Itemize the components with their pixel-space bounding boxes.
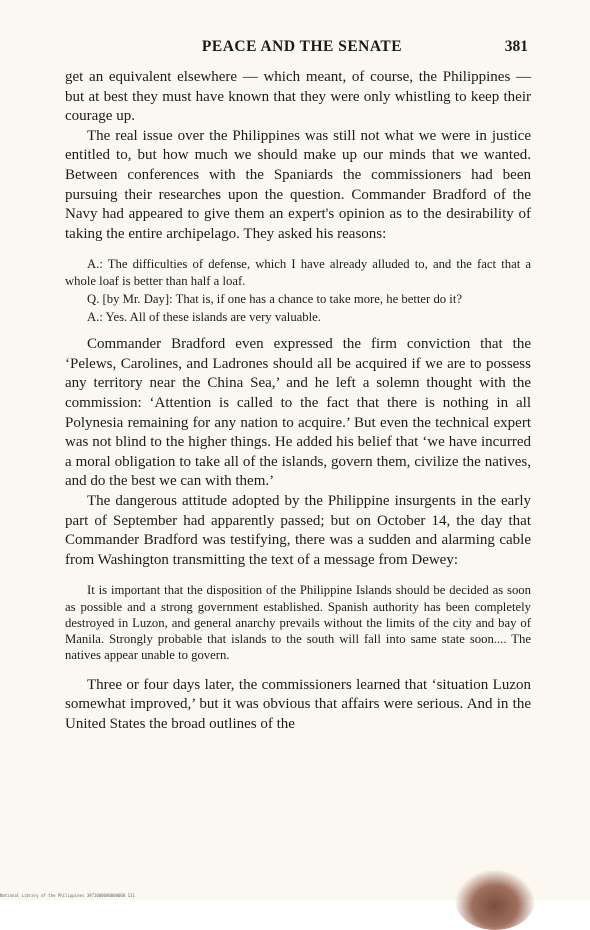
- paragraph-bradford: Commander Bradford even expressed the firm conviction that the ‘Pelews, Carolines, and Ladrones should all be acquired if we are to possess any territory near the China Sea,’ and he left a solemn thought with the commission: ‘Attention is called to the fact that there is nothing in all Polynesia remaining for any nation to acquire.’ But even the technical expert was not blind to the higher things. He added his belief that ‘we have incurred a moral obligation to take all of the islands, govern them, civilize the natives, and do the best we can with them.’: [65, 336, 531, 490]
- dewey-quote: It is important that the disposition of the Philippine Islands should be decided as soon as possible and a strong government established. Spanish authority has been completely destroyed in Luzon, and general anarchy prevails without the limits of the city and bay of Manila. Strongly probable that islands to the south will fall into same state soon.... The natives appear unable to govern.: [65, 583, 531, 663]
- paragraph-real-issue: The real issue over the Philippines was still not what we were in justice entitled to, but how much we should make up our minds that we wanted. Between conferences with the Spaniards the commissioners had been pursuing their researches upon the question. Commander Bradford of the Navy had appeared to give them an expert's opinion as to the desirability of taking the entire archipelago. They asked his reasons:: [65, 127, 531, 242]
- library-watermark: National Library of the Philippines 3971000000000000 131: [0, 893, 135, 898]
- paragraph-insurgents: The dangerous attitude adopted by the Philippine insurgents in the early part of September had apparently passed; but on October 14, the day that Commander Bradford was testifying, there was a sudden and alarming cable from Washington transmitting the text of a message from Dewey:: [65, 492, 531, 568]
- running-head: PEACE AND THE SENATE: [201, 38, 403, 55]
- paragraph-luzon: Three or four days later, the commissioners learned that ‘situation Luzon somewhat improved,’ but it was obvious that affairs were serious. And in the United States the broad outlines of the: [65, 676, 531, 732]
- paragraph-continuation: get an equivalent elsewhere — which meant, of course, the Philippines — but at best they must have known that they were only whistling to keep their courage up.: [65, 69, 531, 125]
- testimony-answer-2: A.: Yes. All of these islands are very valuable.: [87, 309, 321, 324]
- page-number: 381: [504, 38, 528, 55]
- page-header: [72, 38, 532, 58]
- body-text: [65, 68, 531, 735]
- testimony-question: Q. [by Mr. Day]: That is, if one has a chance to take more, he better do it?: [87, 291, 462, 306]
- testimony-block: [65, 256, 531, 325]
- scanner-thumb-shadow: [455, 870, 535, 930]
- testimony-answer-1: A.: The difficulties of defense, which I have already alluded to, and the fact that a whole loaf is better than half a loaf.: [65, 257, 531, 288]
